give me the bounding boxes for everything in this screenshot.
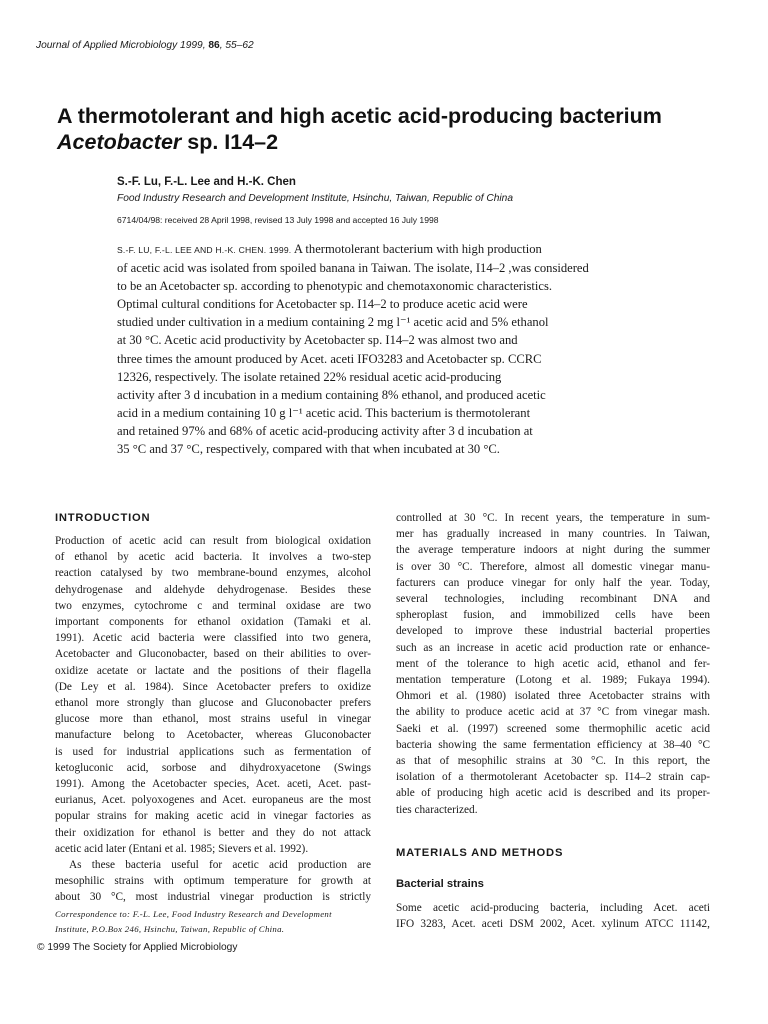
right-col-line: developed to improve these industrial bacterial properties: [396, 625, 710, 638]
introduction-heading: INTRODUCTION: [55, 512, 151, 524]
journal-pages: , 55–62: [219, 40, 254, 51]
introduction-continued: [396, 510, 710, 818]
abstract-line: at 30 °C. Acetic acid productivity by Acetobacter sp. I14–2 was almost two and: [117, 333, 518, 348]
right-col-line: is over 30 °C. Therefore, almost all domestic vinegar manu-: [396, 560, 710, 573]
intro-line: their oxidization for ethanol is better and they do not attack: [55, 826, 371, 839]
right-col-line: isolation of a thermotolerant Acetobacter sp. I14–2 strain cap-: [396, 771, 710, 784]
intro-line: oxidize acetate or lactate and the positions of their flagella: [55, 664, 371, 677]
abstract-line: studied under cultivation in a medium containing 2 mg l⁻¹ acetic acid and 5% ethanol: [117, 315, 549, 330]
right-col-line: able of producing high acetic acid is described and its proper-: [396, 787, 710, 800]
intro-line: dehydrogenase and aldehyde dehydrogenase. Besides these: [55, 583, 371, 596]
intro-line: popular strains for making acetic acid in vinegar factories as: [55, 810, 371, 823]
abstract-line: and retained 97% and 68% of acetic acid-producing activity after 3 d incubation at: [117, 423, 533, 438]
correspondence-line-2: Institute, P.O.Box 246, Hsinchu, Taiwan, Republic of China.: [55, 924, 285, 934]
received-dates: 6714/04/98: received 28 April 1998, revised 13 July 1998 and accepted 16 July 1998: [117, 215, 439, 225]
right-col-line: Ohmori et al. (1980) isolated three Acetobacter strains with: [396, 690, 710, 703]
abstract-line: [117, 240, 647, 259]
right-col-line: ties characterized.: [396, 803, 478, 816]
intro-line: about 30 °C, most industrial vinegar production is strictly: [55, 891, 371, 904]
intro-line: Production of acetic acid can result from biological oxidation: [55, 535, 371, 547]
abstract-line-text: A thermotolerant bacterium with high production: [291, 242, 542, 256]
abstract-line: Optimal cultural conditions for Acetobacter sp. I14–2 to produce acetic acid were: [117, 297, 528, 312]
intro-line: acetic acid later (Entani et al. 1985; Sievers et al. 1992).: [55, 842, 309, 855]
abstract-line: to be an Acetobacter sp. according to phenotypic and chemotaxonomic characteristics.: [117, 279, 553, 294]
right-col-line: facturers can produce vinegar for only half the year. Today,: [396, 576, 710, 589]
abstract-line: 35 °C and 37 °C, respectively, compared with that when incubated at 30 °C.: [117, 442, 500, 457]
abstract: [117, 240, 647, 458]
journal-year: 1999,: [180, 40, 206, 51]
introduction-body: [55, 533, 371, 906]
article-title: [57, 103, 737, 155]
right-col-line: the ability to produce acetic acid at 37 °C from vinegar mash.: [396, 706, 710, 719]
bacterial-strains-heading: Bacterial strains: [396, 878, 484, 890]
title-genus: Acetobacter: [57, 130, 182, 154]
intro-line: is used for industrial applications such as fermentation of: [55, 745, 371, 758]
right-col-line: controlled at 30 °C. In recent years, the temperature in sum-: [396, 512, 710, 524]
intro-line: 1991). Among the Acetobacter species, Acet. aceti, Acet. past-: [55, 778, 371, 791]
abstract-lead: S.-F. LU, F.-L. LEE AND H.-K. CHEN. 1999.: [117, 245, 292, 255]
intro-line: 1991). Acetic acid bacteria were classified into two genera,: [55, 632, 371, 645]
abstract-line: 12326, respectively. The isolate retained 22% residual acetic acid-producing: [117, 369, 502, 384]
bacterial-strains-body: [396, 900, 710, 932]
intro-line: of ethanol by acetic acid bacteria. It involves a two-step: [55, 551, 371, 564]
right-col-line: spheroplast fusion, and immobilized cells have been: [396, 609, 710, 622]
right-col-line: several technologies, including recombinant DNA and: [396, 593, 710, 606]
abstract-line: activity after 3 d incubation in a medium containing 8% ethanol, and produced acetic: [117, 387, 546, 402]
title-line-1: A thermotolerant and high acetic acid-producing bacterium: [57, 104, 662, 128]
intro-line: mesophilic strains with optimum temperature for growth at: [55, 875, 371, 888]
methods-heading: MATERIALS AND METHODS: [396, 847, 564, 859]
authors: S.-F. Lu, F.-L. Lee and H.-K. Chen: [117, 176, 296, 188]
copyright: © 1999 The Society for Applied Microbiology: [37, 942, 238, 953]
correspondence-line-1: Correspondence to: F.-L. Lee, Food Industry Research and Development: [55, 909, 332, 919]
strains-line: Some acetic acid-producing bacteria, including Acet. aceti: [396, 902, 710, 914]
right-col-line: Saeki et al. (1997) screened some thermophilic acetic acid: [396, 722, 710, 735]
right-col-line: the average temperature indoors at night during the summer: [396, 544, 710, 557]
right-col-line: such as an increase in acetic acid production rate or enhance-: [396, 641, 710, 654]
intro-line: reaction catalysed by two membrane-bound enzymes, alcohol: [55, 567, 371, 580]
right-col-line: mer has gradually increased in many countries. In Taiwan,: [396, 528, 710, 541]
affiliation: Food Industry Research and Development Institute, Hsinchu, Taiwan, Republic of China: [117, 193, 514, 204]
intro-line: manufacture belong to Acetobacter, whereas Gluconobacter: [55, 729, 371, 742]
intro-line: ethanol more strongly than glucose and Gluconobacter prefers: [55, 697, 371, 710]
intro-line: Acetobacter and Gluconobacter, based on their abilities to over-: [55, 648, 371, 661]
intro-line: two enzymes, cytochrome c and terminal oxidase are two: [55, 599, 371, 612]
journal-citation: [36, 40, 254, 51]
right-col-line: bacteria showing the same fermentation efficiency at 38–40 °C: [396, 738, 710, 751]
right-col-line: ment of the tolerance to high acetic acid, ethanol and fer-: [396, 657, 710, 670]
strains-line: IFO 3283, Acet. aceti DSM 2002, Acet. xylinum ATCC 11142,: [396, 918, 710, 931]
abstract-line: acid in a medium containing 10 g l⁻¹ acetic acid. This bacterium is thermotolerant: [117, 405, 531, 420]
journal-volume: 86: [208, 40, 220, 51]
right-col-line: mentation temperature (Lotong et al. 1989; Fukaya 1994).: [396, 674, 710, 687]
intro-line: ketogluconic acid, sorbose and dihydroxyacetone (Swings: [55, 761, 371, 774]
intro-line: As these bacteria useful for acetic acid production are: [69, 859, 371, 872]
correspondence-note: [55, 907, 371, 937]
intro-line: eurianus, Acet. polyoxogenes and Acet. europaneus are the most: [55, 794, 371, 807]
intro-line: (De Ley et al. 1984). Since Acetobacter prefers to oxidize: [55, 680, 371, 693]
journal-name: Journal of Applied Microbiology: [36, 40, 178, 51]
title-strain: sp. I14–2: [181, 130, 279, 154]
intro-line: important components for ethanol oxidation (Tamaki et al.: [55, 616, 371, 629]
abstract-line: three times the amount produced by Acet. aceti IFO3283 and Acetobacter sp. CCRC: [117, 351, 542, 366]
right-col-line: as that of mesophilic strains at 30 °C. In this report, the: [396, 755, 710, 768]
abstract-line: of acetic acid was isolated from spoiled banana in Taiwan. The isolate, I14–2 ,was considered: [117, 261, 589, 276]
intro-line: glucose more than ethanol, most strains useful in vinegar: [55, 713, 371, 726]
